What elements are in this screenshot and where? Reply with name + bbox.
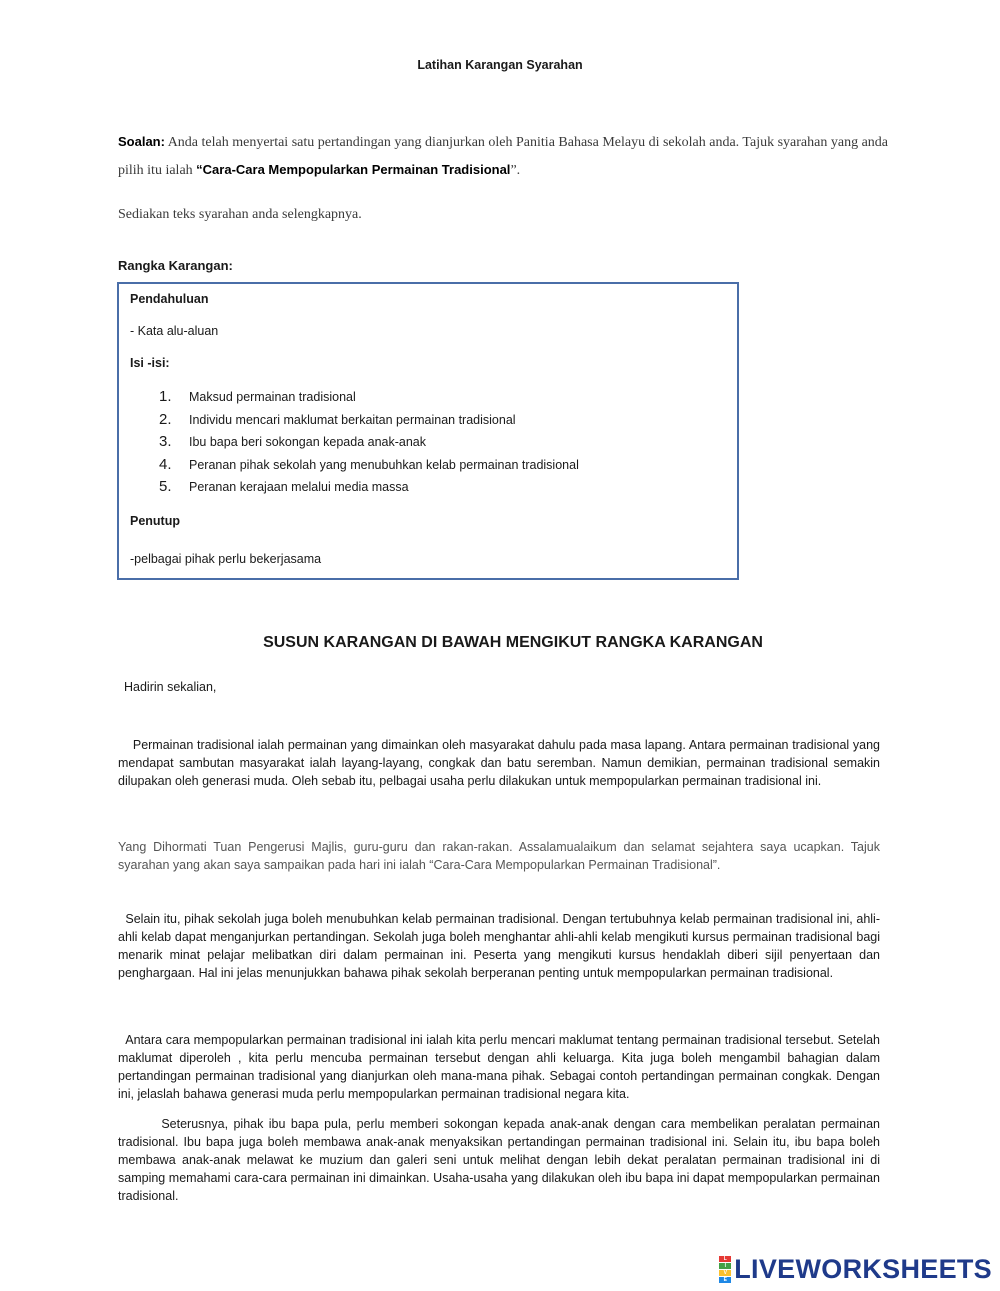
essay-heading: SUSUN KARANGAN DI BAWAH MENGIKUT RANGKA KARANGAN [263,634,763,651]
question-body: Anda telah menyertai satu pertandingan yang dianjurkan oleh Panitia Bahasa Melayu di sekolah anda. Tajuk syarahan yang anda pilih itu ialah [118,135,888,178]
body-heading: Isi -isi: [130,356,170,370]
logo-block: I [719,1263,731,1269]
outline-list [159,388,579,501]
question-topic: “Cara-Cara Mempopularkan Permainan Tradisional [196,162,511,177]
list-item: 5. Peranan kerajaan melalui media massa [159,478,409,495]
intro-point: - Kata alu-aluan [130,324,219,338]
logo-blocks-icon [719,1256,731,1284]
question-text [118,128,888,184]
outline-box [117,282,739,580]
logo-block: E [719,1277,731,1283]
essay-paragraph-1: Permainan tradisional ialah permainan yang dimainkan oleh masyarakat dahulu pada masa lapang. Antara permainan tradisional yang mendapat sambutan masyarakat ialah layang-layang, congkak dan batu seremban. Namun demikian, permainan tradisional semakin dilupakan oleh generasi muda. Oleh sebab itu, pelbagai usaha perlu dilakukan untuk mempopularkan permainan tradisional ini. [118,738,880,788]
closing-point: -pelbagai pihak perlu bekerjasama [130,552,322,566]
closing-heading: Penutup [130,514,180,528]
list-item: 1. Maksud permainan tradisional [159,388,356,405]
question-end: ”. [510,163,521,178]
essay-paragraph-4: Antara cara mempopularkan permainan tradisional ini ialah kita perlu mencari maklumat tentang permainan tradisional tersebut. Setelah maklumat diperoleh , kita perlu mencuba permainan tersebut dengan ahli keluarga. Kita juga boleh mengambil bahagian dalam pertandingan permainan tradisional yang dianjurkan oleh mana-mana pihak. Sebagai contoh pertandingan permainan congkak. Dengan ini, jelaslah bahawa generasi muda perlu mempopularkan permainan tradisional negara kita. [118,1033,880,1101]
greeting: Hadirin sekalian, [124,680,217,694]
intro-heading: Pendahuluan [130,292,209,306]
outline-label: Rangka Karangan: [118,258,233,273]
list-item: 3. Ibu bapa beri sokongan kepada anak-anak [159,433,426,450]
essay-paragraph-2: Yang Dihormati Tuan Pengerusi Majlis, guru-guru dan rakan-rakan. Assalamualaikum dan selamat sejahtera saya ucapkan. Tajuk syarahan yang akan saya sampaikan pada hari ini ialah “Cara-Cara Mempopularkan Permainan Tradisional”. [118,840,880,872]
essay-paragraph-3: Selain itu, pihak sekolah juga boleh menubuhkan kelab permainan tradisional. Dengan tertubuhnya kelab permainan tradisional ini, ahli-ahli kelab dapat menganjurkan pertandingan. Sekolah juga boleh menghantar ahli-ahli kelab mengikuti kursus permainan tradisional bagi menarik minat pelajar melibatkan diri dalam permainan ini. Peserta yang mengikuti kursus hendaklah diberi sijil penyertaan dan penghargaan. Hal ini jelas menunjukkan bahawa pihak sekolah berperanan penting untuk mempopularkan permainan tradisional. [118,912,880,980]
list-item: 2. Individu mencari maklumat berkaitan permainan tradisional [159,410,516,428]
essay-paragraph-5: Seterusnya, pihak ibu bapa pula, perlu memberi sokongan kepada anak-anak dengan cara membelikan peralatan permainan tradisional. Ibu bapa juga boleh membawa anak-anak menyaksikan pertandingan permainan tradisional ini. Selain itu, ibu bapa boleh membawa anak-anak melawat ke muzium dan galeri seni untuk melihat dengan lebih dekat peralatan permainan tradisional ini di samping memahami cara-cara permainan ini dimainkan. Usaha-usaha yang dilakukan oleh ibu bapa ini dapat mempopularkan permainan tradisional. [118,1117,880,1203]
liveworksheets-logo[interactable] [719,1254,992,1285]
instruction-text: Sediakan teks syarahan anda selengkapnya. [118,207,362,222]
question-label: Soalan: [118,134,165,149]
brand-name: LIVEWORKSHEETS [734,1254,992,1284]
document-title: Latihan Karangan Syarahan [417,58,583,72]
logo-block: V [719,1270,731,1276]
list-item: 4. Peranan pihak sekolah yang menubuhkan kelab permainan tradisional [159,455,579,473]
logo-block: L [719,1256,731,1262]
